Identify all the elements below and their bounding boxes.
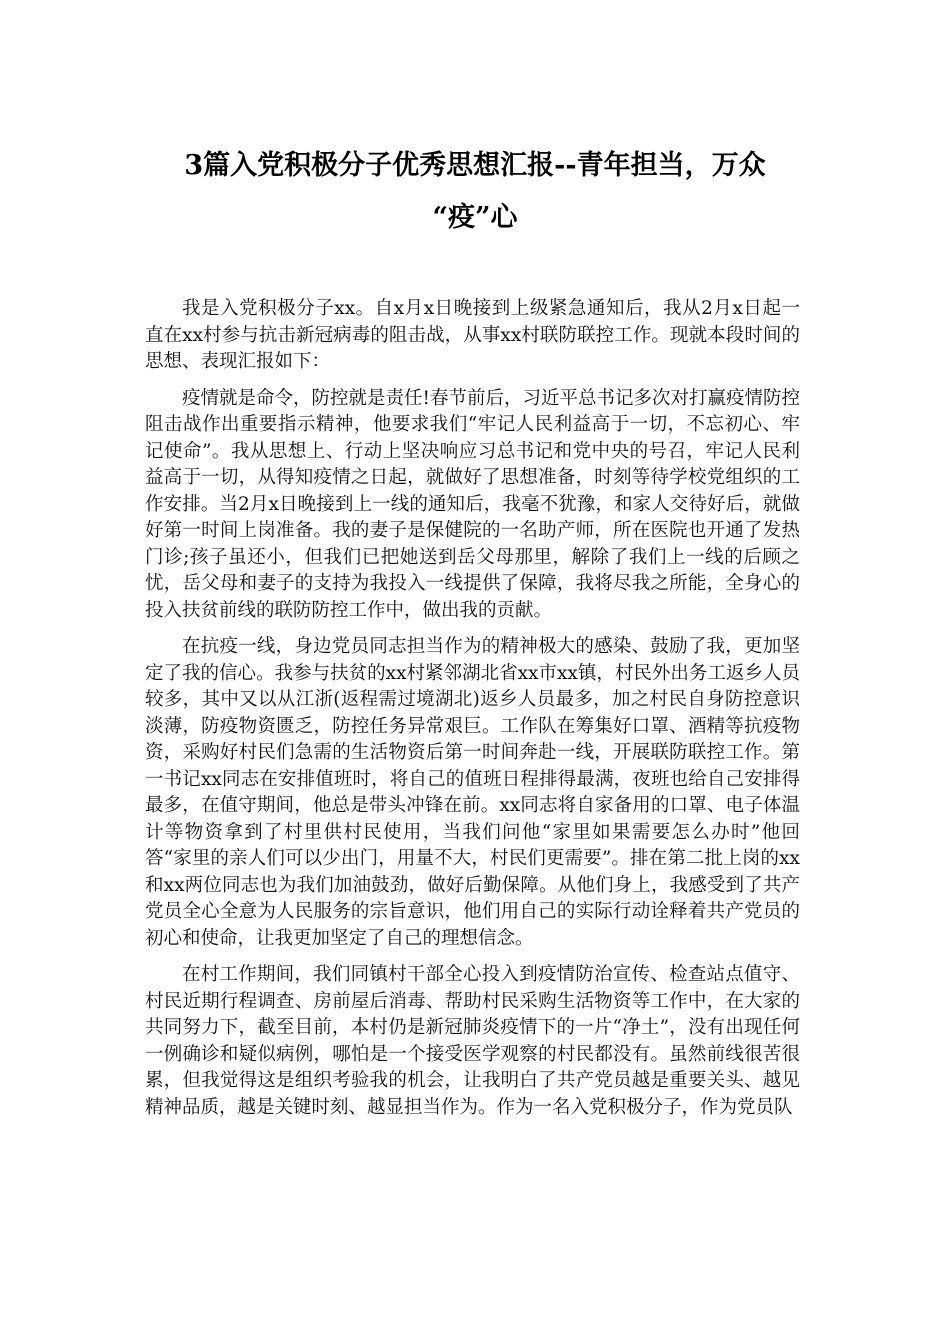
paragraph-2: 疫情就是命令，防控就是责任!春节前后，习近平总书记多次对打赢疫情防控阻击战作出重要指示精神，他要求我们“牢记人民利益高于一切，不忘初心、牢记使命”。我从思想上、行动上坚决响应习总书记和党中央的号召，牢记人民利益高于一切，从得知疫情之日起，就做好了思想准备，时刻等待学校党组织的工作安排。当2月x日晚接到上一线的通知后，我毫不犹豫，和家人交待好后，就做好第一时间上岗准备。我的妻子是保健院的一名助产师，所在医院也开通了发热门诊;孩子虽还小，但我们已把她送到岳父母那里，解除了我们上一线的后顾之忧，岳父母和妻子的支持为我投入一线提供了保障，我将尽我之所能，全身心的投入扶贫前线的联防防控工作中，做出我的贡献。: [145, 387, 800, 621]
paragraph-4: 在村工作期间，我们同镇村干部全心投入到疫情防治宣传、检查站点值守、村民近期行程调查、房前屋后消毒、帮助村民采购生活物资等工作中，在大家的共同努力下，截至目前，本村仍是新冠肺炎疫情下的一片“净土”，没有出现任何一例确诊和疑似病例，哪怕是一个接受医学观察的村民都没有。虽然前线很苦很累，但我觉得这是组织考验我的机会，让我明白了共产党员越是重要关头、越见精神品质，越是关键时刻、越显担当作为。作为一名入党积极分子，作为党员队: [145, 964, 800, 1118]
document-title: [120, 140, 830, 244]
paragraph-3: 在抗疫一线，身边党员同志担当作为的精神极大的感染、鼓励了我，更加坚定了我的信心。我参与扶贫的xx村紧邻湖北省xx市xx镇，村民外出务工返乡人员较多，其中又以从江浙(返程需过境湖北)返乡人员最多，加之村民自身防控意识淡薄，防疫物资匮乏，防控任务异常艰巨。工作队在筹集好口罩、酒精等抗疫物资，采购好村民们急需的生活物资后第一时间奔赴一线，开展联防联控工作。第一书记xx同志在安排值班时，将自己的值班日程排得最满，夜班也给自己安排得最多，在值守期间，他总是带头冲锋在前。xx同志将自家备用的口罩、电子体温计等物资拿到了村里供村民使用，当我们问他“家里如果需要怎么办时”他回答“家里的亲人们可以少出门，用量不大，村民们更需要”。排在第二批上岗的xx和xx两位同志也为我们加油鼓劲，做好后勤保障。从他们身上，我感受到了共产党员全心全意为人民服务的宗旨意识，他们用自己的实际行动诠释着共产党员的初心和使命，让我更加坚定了自己的理想信念。: [145, 636, 800, 949]
title-line-2: “疫”心: [432, 202, 518, 233]
title-line-1: 3篇入党积极分子优秀思想汇报--青年担当，万众: [184, 150, 766, 181]
paragraph-1: 我是入党积极分子xx。自x月x日晚接到上级紧急通知后，我从2月x日起一直在xx村参与抗击新冠病毒的阻击战，从事xx村联防联控工作。现就本段时间的思想、表现汇报如下：: [145, 298, 800, 372]
document-body: [145, 296, 800, 1131]
